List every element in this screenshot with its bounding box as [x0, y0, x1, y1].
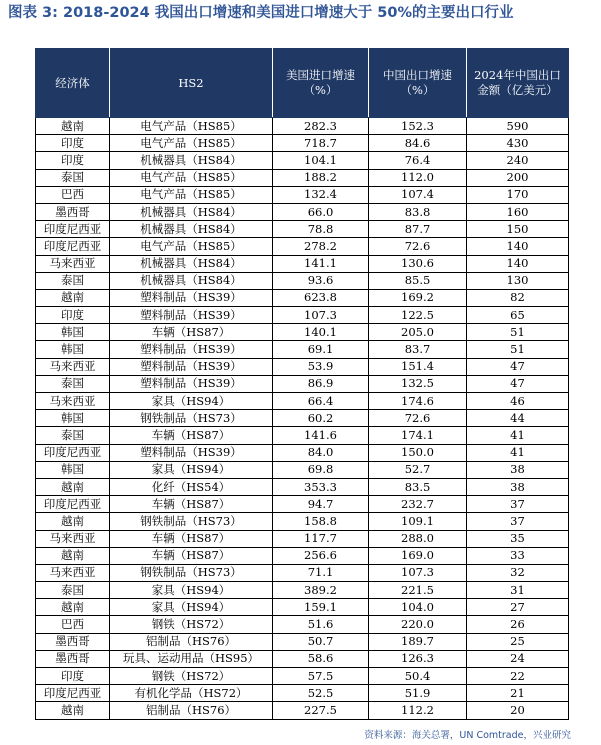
cell-export-amount: 26 — [467, 616, 569, 633]
cell-economy: 印度 — [36, 135, 110, 152]
cell-export-amount: 140 — [467, 255, 569, 272]
cell-export-amount: 160 — [467, 203, 569, 220]
cell-export-amount: 82 — [467, 289, 569, 306]
cell-hs2: 车辆（HS87） — [110, 427, 273, 444]
cell-economy: 巴西 — [36, 616, 110, 633]
cell-cn-export-growth: 152.3 — [369, 118, 467, 135]
cell-export-amount: 35 — [467, 530, 569, 547]
cell-economy: 印度 — [36, 668, 110, 685]
cell-cn-export-growth: 205.0 — [369, 324, 467, 341]
cell-export-amount: 130 — [467, 272, 569, 289]
cell-us-import-growth: 278.2 — [273, 238, 369, 255]
cell-cn-export-growth: 87.7 — [369, 221, 467, 238]
table-row — [36, 530, 569, 547]
cell-us-import-growth: 93.6 — [273, 272, 369, 289]
cell-export-amount: 20 — [467, 702, 569, 719]
cell-export-amount: 150 — [467, 221, 569, 238]
table-row — [36, 118, 569, 135]
cell-us-import-growth: 60.2 — [273, 410, 369, 427]
cell-cn-export-growth: 130.6 — [369, 255, 467, 272]
cell-hs2: 钢铁（HS72） — [110, 668, 273, 685]
cell-us-import-growth: 117.7 — [273, 530, 369, 547]
cell-export-amount: 200 — [467, 169, 569, 186]
cell-hs2: 车辆（HS87） — [110, 547, 273, 564]
cell-economy: 韩国 — [36, 341, 110, 358]
cell-cn-export-growth: 169.0 — [369, 547, 467, 564]
table-row — [36, 341, 569, 358]
cell-export-amount: 44 — [467, 410, 569, 427]
cell-us-import-growth: 227.5 — [273, 702, 369, 719]
table-row — [36, 255, 569, 272]
table-row — [36, 358, 569, 375]
header-economy: 经济体 — [36, 49, 110, 118]
cell-hs2: 钢铁制品（HS73） — [110, 410, 273, 427]
cell-hs2: 塑料制品（HS39） — [110, 375, 273, 392]
table-row — [36, 203, 569, 220]
cell-export-amount: 22 — [467, 668, 569, 685]
cell-economy: 墨西哥 — [36, 650, 110, 667]
cell-economy: 越南 — [36, 702, 110, 719]
cell-export-amount: 430 — [467, 135, 569, 152]
cell-cn-export-growth: 76.4 — [369, 152, 467, 169]
cell-export-amount: 25 — [467, 633, 569, 650]
cell-us-import-growth: 86.9 — [273, 375, 369, 392]
cell-export-amount: 41 — [467, 427, 569, 444]
table-row — [36, 238, 569, 255]
cell-economy: 印度 — [36, 152, 110, 169]
header-row — [36, 49, 569, 118]
cell-us-import-growth: 140.1 — [273, 324, 369, 341]
cell-cn-export-growth: 52.7 — [369, 461, 467, 478]
cell-hs2: 家具（HS94） — [110, 393, 273, 410]
cell-economy: 泰国 — [36, 375, 110, 392]
cell-economy: 韩国 — [36, 324, 110, 341]
cell-cn-export-growth: 85.5 — [369, 272, 467, 289]
cell-us-import-growth: 69.1 — [273, 341, 369, 358]
cell-hs2: 铝制品（HS76） — [110, 702, 273, 719]
cell-us-import-growth: 104.1 — [273, 152, 369, 169]
cell-cn-export-growth: 107.4 — [369, 186, 467, 203]
cell-hs2: 机械器具（HS84） — [110, 152, 273, 169]
cell-export-amount: 32 — [467, 564, 569, 581]
cell-export-amount: 140 — [467, 238, 569, 255]
header-export-amount-2024: 2024年中国出口金额（亿美元） — [467, 49, 569, 118]
table-row — [36, 496, 569, 513]
cell-hs2: 车辆（HS87） — [110, 496, 273, 513]
cell-hs2: 机械器具（HS84） — [110, 255, 273, 272]
cell-hs2: 玩具、运动用品（HS95） — [110, 650, 273, 667]
cell-us-import-growth: 158.8 — [273, 513, 369, 530]
cell-us-import-growth: 718.7 — [273, 135, 369, 152]
cell-us-import-growth: 51.6 — [273, 616, 369, 633]
cell-economy: 墨西哥 — [36, 633, 110, 650]
table-row — [36, 375, 569, 392]
cell-hs2: 电气产品（HS85） — [110, 238, 273, 255]
cell-export-amount: 27 — [467, 599, 569, 616]
cell-export-amount: 38 — [467, 478, 569, 495]
cell-economy: 越南 — [36, 118, 110, 135]
cell-us-import-growth: 78.8 — [273, 221, 369, 238]
cell-export-amount: 51 — [467, 341, 569, 358]
cell-hs2: 铝制品（HS76） — [110, 633, 273, 650]
cell-export-amount: 31 — [467, 582, 569, 599]
cell-hs2: 塑料制品（HS39） — [110, 358, 273, 375]
cell-cn-export-growth: 50.4 — [369, 668, 467, 685]
cell-us-import-growth: 132.4 — [273, 186, 369, 203]
cell-us-import-growth: 94.7 — [273, 496, 369, 513]
cell-cn-export-growth: 232.7 — [369, 496, 467, 513]
cell-cn-export-growth: 221.5 — [369, 582, 467, 599]
cell-economy: 泰国 — [36, 169, 110, 186]
cell-hs2: 电气产品（HS85） — [110, 186, 273, 203]
data-table — [35, 48, 569, 720]
table-row — [36, 169, 569, 186]
table-row — [36, 152, 569, 169]
cell-economy: 印度尼西亚 — [36, 496, 110, 513]
cell-cn-export-growth: 169.2 — [369, 289, 467, 306]
cell-us-import-growth: 58.6 — [273, 650, 369, 667]
cell-cn-export-growth: 174.6 — [369, 393, 467, 410]
table-header — [36, 49, 569, 118]
table-row — [36, 410, 569, 427]
cell-hs2: 钢铁制品（HS73） — [110, 564, 273, 581]
cell-hs2: 机械器具（HS84） — [110, 221, 273, 238]
table-row — [36, 668, 569, 685]
cell-hs2: 电气产品（HS85） — [110, 118, 273, 135]
cell-economy: 印度 — [36, 307, 110, 324]
cell-economy: 韩国 — [36, 461, 110, 478]
cell-cn-export-growth: 109.1 — [369, 513, 467, 530]
cell-cn-export-growth: 150.0 — [369, 444, 467, 461]
cell-economy: 印度尼西亚 — [36, 238, 110, 255]
cell-us-import-growth: 66.0 — [273, 203, 369, 220]
cell-cn-export-growth: 72.6 — [369, 238, 467, 255]
table-row — [36, 702, 569, 719]
table-row — [36, 186, 569, 203]
cell-cn-export-growth: 72.6 — [369, 410, 467, 427]
cell-hs2: 有机化学品（HS72） — [110, 685, 273, 702]
cell-hs2: 机械器具（HS84） — [110, 203, 273, 220]
cell-us-import-growth: 282.3 — [273, 118, 369, 135]
cell-cn-export-growth: 122.5 — [369, 307, 467, 324]
cell-cn-export-growth: 126.3 — [369, 650, 467, 667]
cell-economy: 马来西亚 — [36, 564, 110, 581]
cell-us-import-growth: 389.2 — [273, 582, 369, 599]
cell-export-amount: 51 — [467, 324, 569, 341]
table-row — [36, 444, 569, 461]
table-row — [36, 221, 569, 238]
cell-us-import-growth: 188.2 — [273, 169, 369, 186]
cell-economy: 印度尼西亚 — [36, 685, 110, 702]
cell-economy: 马来西亚 — [36, 255, 110, 272]
cell-hs2: 家具（HS94） — [110, 461, 273, 478]
cell-us-import-growth: 256.6 — [273, 547, 369, 564]
cell-us-import-growth: 57.5 — [273, 668, 369, 685]
cell-export-amount: 21 — [467, 685, 569, 702]
cell-economy: 墨西哥 — [36, 203, 110, 220]
cell-hs2: 塑料制品（HS39） — [110, 341, 273, 358]
cell-export-amount: 37 — [467, 496, 569, 513]
cell-cn-export-growth: 132.5 — [369, 375, 467, 392]
cell-cn-export-growth: 107.3 — [369, 564, 467, 581]
cell-us-import-growth: 159.1 — [273, 599, 369, 616]
cell-economy: 泰国 — [36, 272, 110, 289]
cell-us-import-growth: 50.7 — [273, 633, 369, 650]
table-row — [36, 324, 569, 341]
table-row — [36, 616, 569, 633]
cell-hs2: 化纤（HS54） — [110, 478, 273, 495]
table-row — [36, 461, 569, 478]
table-row — [36, 599, 569, 616]
cell-economy: 越南 — [36, 547, 110, 564]
table-row — [36, 582, 569, 599]
cell-hs2: 塑料制品（HS39） — [110, 444, 273, 461]
cell-economy: 泰国 — [36, 582, 110, 599]
table-container — [35, 48, 568, 720]
cell-hs2: 家具（HS94） — [110, 582, 273, 599]
header-hs2: HS2 — [110, 49, 273, 118]
cell-hs2: 电气产品（HS85） — [110, 169, 273, 186]
cell-economy: 印度尼西亚 — [36, 221, 110, 238]
cell-economy: 印度尼西亚 — [36, 444, 110, 461]
table-row — [36, 307, 569, 324]
table-row — [36, 427, 569, 444]
cell-export-amount: 41 — [467, 444, 569, 461]
cell-us-import-growth: 141.1 — [273, 255, 369, 272]
table-row — [36, 633, 569, 650]
cell-hs2: 机械器具（HS84） — [110, 272, 273, 289]
table-row — [36, 272, 569, 289]
cell-us-import-growth: 623.8 — [273, 289, 369, 306]
cell-cn-export-growth: 151.4 — [369, 358, 467, 375]
cell-hs2: 家具（HS94） — [110, 599, 273, 616]
cell-us-import-growth: 66.4 — [273, 393, 369, 410]
cell-economy: 马来西亚 — [36, 530, 110, 547]
cell-hs2: 钢铁（HS72） — [110, 616, 273, 633]
cell-export-amount: 240 — [467, 152, 569, 169]
source-note: 资料来源：海关总署，UN Comtrade，兴业研究 — [364, 730, 571, 741]
cell-cn-export-growth: 84.6 — [369, 135, 467, 152]
table-row — [36, 478, 569, 495]
cell-cn-export-growth: 288.0 — [369, 530, 467, 547]
cell-us-import-growth: 52.5 — [273, 685, 369, 702]
cell-export-amount: 47 — [467, 375, 569, 392]
cell-hs2: 钢铁制品（HS73） — [110, 513, 273, 530]
cell-cn-export-growth: 220.0 — [369, 616, 467, 633]
table-row — [36, 564, 569, 581]
cell-cn-export-growth: 112.0 — [369, 169, 467, 186]
cell-economy: 越南 — [36, 513, 110, 530]
cell-hs2: 塑料制品（HS39） — [110, 307, 273, 324]
cell-hs2: 电气产品（HS85） — [110, 135, 273, 152]
cell-us-import-growth: 141.6 — [273, 427, 369, 444]
table-row — [36, 685, 569, 702]
cell-export-amount: 65 — [467, 307, 569, 324]
cell-export-amount: 38 — [467, 461, 569, 478]
cell-cn-export-growth: 189.7 — [369, 633, 467, 650]
cell-export-amount: 24 — [467, 650, 569, 667]
cell-economy: 马来西亚 — [36, 358, 110, 375]
cell-export-amount: 590 — [467, 118, 569, 135]
cell-economy: 泰国 — [36, 427, 110, 444]
cell-hs2: 塑料制品（HS39） — [110, 289, 273, 306]
table-row — [36, 650, 569, 667]
cell-export-amount: 37 — [467, 513, 569, 530]
figure-title: 图表 3: 2018-2024 我国出口增速和美国进口增速大于 50%的主要出口行业 — [8, 5, 514, 21]
cell-cn-export-growth: 83.8 — [369, 203, 467, 220]
cell-cn-export-growth: 104.0 — [369, 599, 467, 616]
cell-cn-export-growth: 83.7 — [369, 341, 467, 358]
cell-export-amount: 46 — [467, 393, 569, 410]
cell-us-import-growth: 69.8 — [273, 461, 369, 478]
cell-us-import-growth: 353.3 — [273, 478, 369, 495]
cell-economy: 巴西 — [36, 186, 110, 203]
cell-economy: 越南 — [36, 289, 110, 306]
table-body — [36, 118, 569, 720]
table-row — [36, 289, 569, 306]
cell-economy: 马来西亚 — [36, 393, 110, 410]
table-row — [36, 513, 569, 530]
cell-us-import-growth: 107.3 — [273, 307, 369, 324]
table-row — [36, 547, 569, 564]
cell-cn-export-growth: 174.1 — [369, 427, 467, 444]
cell-us-import-growth: 53.9 — [273, 358, 369, 375]
cell-export-amount: 170 — [467, 186, 569, 203]
cell-hs2: 车辆（HS87） — [110, 324, 273, 341]
header-us-import-growth: 美国进口增速（%） — [273, 49, 369, 118]
cell-cn-export-growth: 112.2 — [369, 702, 467, 719]
cell-economy: 越南 — [36, 599, 110, 616]
cell-cn-export-growth: 51.9 — [369, 685, 467, 702]
cell-export-amount: 33 — [467, 547, 569, 564]
table-row — [36, 135, 569, 152]
cell-export-amount: 47 — [467, 358, 569, 375]
header-cn-export-growth: 中国出口增速（%） — [369, 49, 467, 118]
cell-us-import-growth: 71.1 — [273, 564, 369, 581]
cell-economy: 越南 — [36, 478, 110, 495]
cell-us-import-growth: 84.0 — [273, 444, 369, 461]
table-row — [36, 393, 569, 410]
cell-hs2: 车辆（HS87） — [110, 530, 273, 547]
cell-economy: 韩国 — [36, 410, 110, 427]
cell-cn-export-growth: 83.5 — [369, 478, 467, 495]
